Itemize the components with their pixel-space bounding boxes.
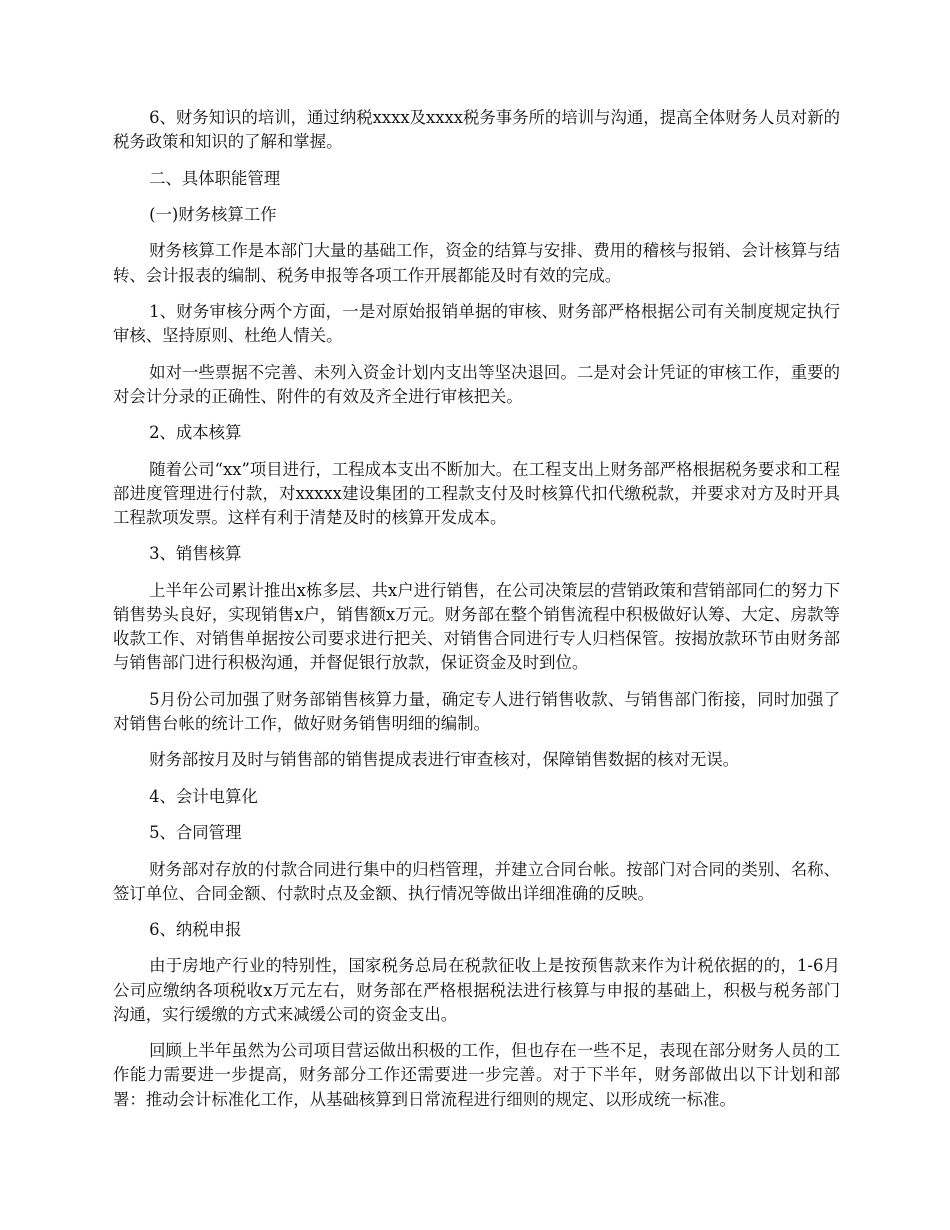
- subheading-accounting-work: (一)财务核算工作: [149, 204, 277, 224]
- heading-contract-management: 5、合同管理: [149, 823, 242, 843]
- heading-functional-management: 二、具体职能管理: [149, 168, 281, 188]
- document-body: [113, 106, 840, 1124]
- paragraph-accounting-overview: 财务核算工作是本部门大量的基础工作，资金的结算与安排、费用的稽核与报销、会计核算与结转、会计报表的编制、税务申报等各项工作开展都能及时有效的完成。: [113, 241, 840, 285]
- heading-computerized-accounting: 4、会计电算化: [149, 786, 258, 806]
- paragraph-tax-filing: 由于房地产行业的特别性，国家税务总局在税款征收上是按预售款来作为计税依据的的，1-6月公司应缴纳各项税收x万元左右，财务部在严格根据税法进行核算与申报的基础上，积极与税务部门沟通，实行缓缴的方式来减缓公司的资金支出。: [113, 956, 840, 1024]
- paragraph-voucher-audit: 如对一些票据不完善、未列入资金计划内支出等坚决退回。二是对会计凭证的审核工作，重要的对会计分录的正确性、附件的有效及齐全进行审核把关。: [113, 362, 840, 406]
- heading-sales-accounting: 3、销售核算: [149, 544, 242, 564]
- paragraph-sales-staffing: 5月份公司加强了财务部销售核算力量，确定专人进行销售收款、与销售部门衔接，同时加强了对销售台帐的统计工作，做好财务销售明细的编制。: [113, 689, 840, 733]
- heading-cost-accounting: 2、成本核算: [149, 423, 242, 443]
- paragraph-review-and-plan: 回顾上半年虽然为公司项目营运做出积极的工作，但也存在一些不足，表现在部分财务人员的工作能力需要进一步提高，财务部分工作还需要进一步完善。对于下半年，财务部做出以下计划和部署：推动会计标准化工作，从基础核算到日常流程进行细则的规定、以形成统一标准。: [113, 1041, 840, 1109]
- paragraph-contract-management: 财务部对存放的付款合同进行集中的归档管理，并建立合同台帐。按部门对合同的类别、名称、签订单位、合同金额、付款时点及金额、执行情况等做出详细准确的反映。: [113, 859, 840, 903]
- paragraph-sales-review: 财务部按月及时与销售部的销售提成表进行审查核对，保障销售数据的核对无误。: [149, 750, 740, 770]
- paragraph-sales-results: 上半年公司累计推出x栋多层、共x户进行销售，在公司决策层的营销政策和营销部同仁的努力下销售势头良好，实现销售x户，销售额x万元。财务部在整个销售流程中积极做好认筹、大定、房款等收款工作、对销售单据按公司要求进行把关、对销售合同进行专人归档保管。按揭放款环节由财务部与销售部门进行积极沟通，并督促银行放款，保证资金及时到位。: [113, 580, 840, 673]
- paragraph-training: 6、财务知识的培训，通过纳税xxxx及xxxx税务事务所的培训与沟通，提高全体财务人员对新的税务政策和知识的了解和掌握。: [113, 108, 840, 152]
- paragraph-financial-audit: 1、财务审核分两个方面，一是对原始报销单据的审核、财务部严格根据公司有关制度规定执行审核、坚持原则、杜绝人情关。: [113, 301, 840, 346]
- heading-tax-filing: 6、纳税申报: [149, 920, 242, 940]
- paragraph-cost-accounting: 随着公司“xx”项目进行，工程成本支出不断加大。在工程支出上财务部严格根据税务要求和工程部进度管理进行付款，对xxxxx建设集团的工程款支付及时核算代扣代缴税款，并要求对方及时开具工程款项发票。这样有利于清楚及时的核算开发成本。: [113, 459, 840, 527]
